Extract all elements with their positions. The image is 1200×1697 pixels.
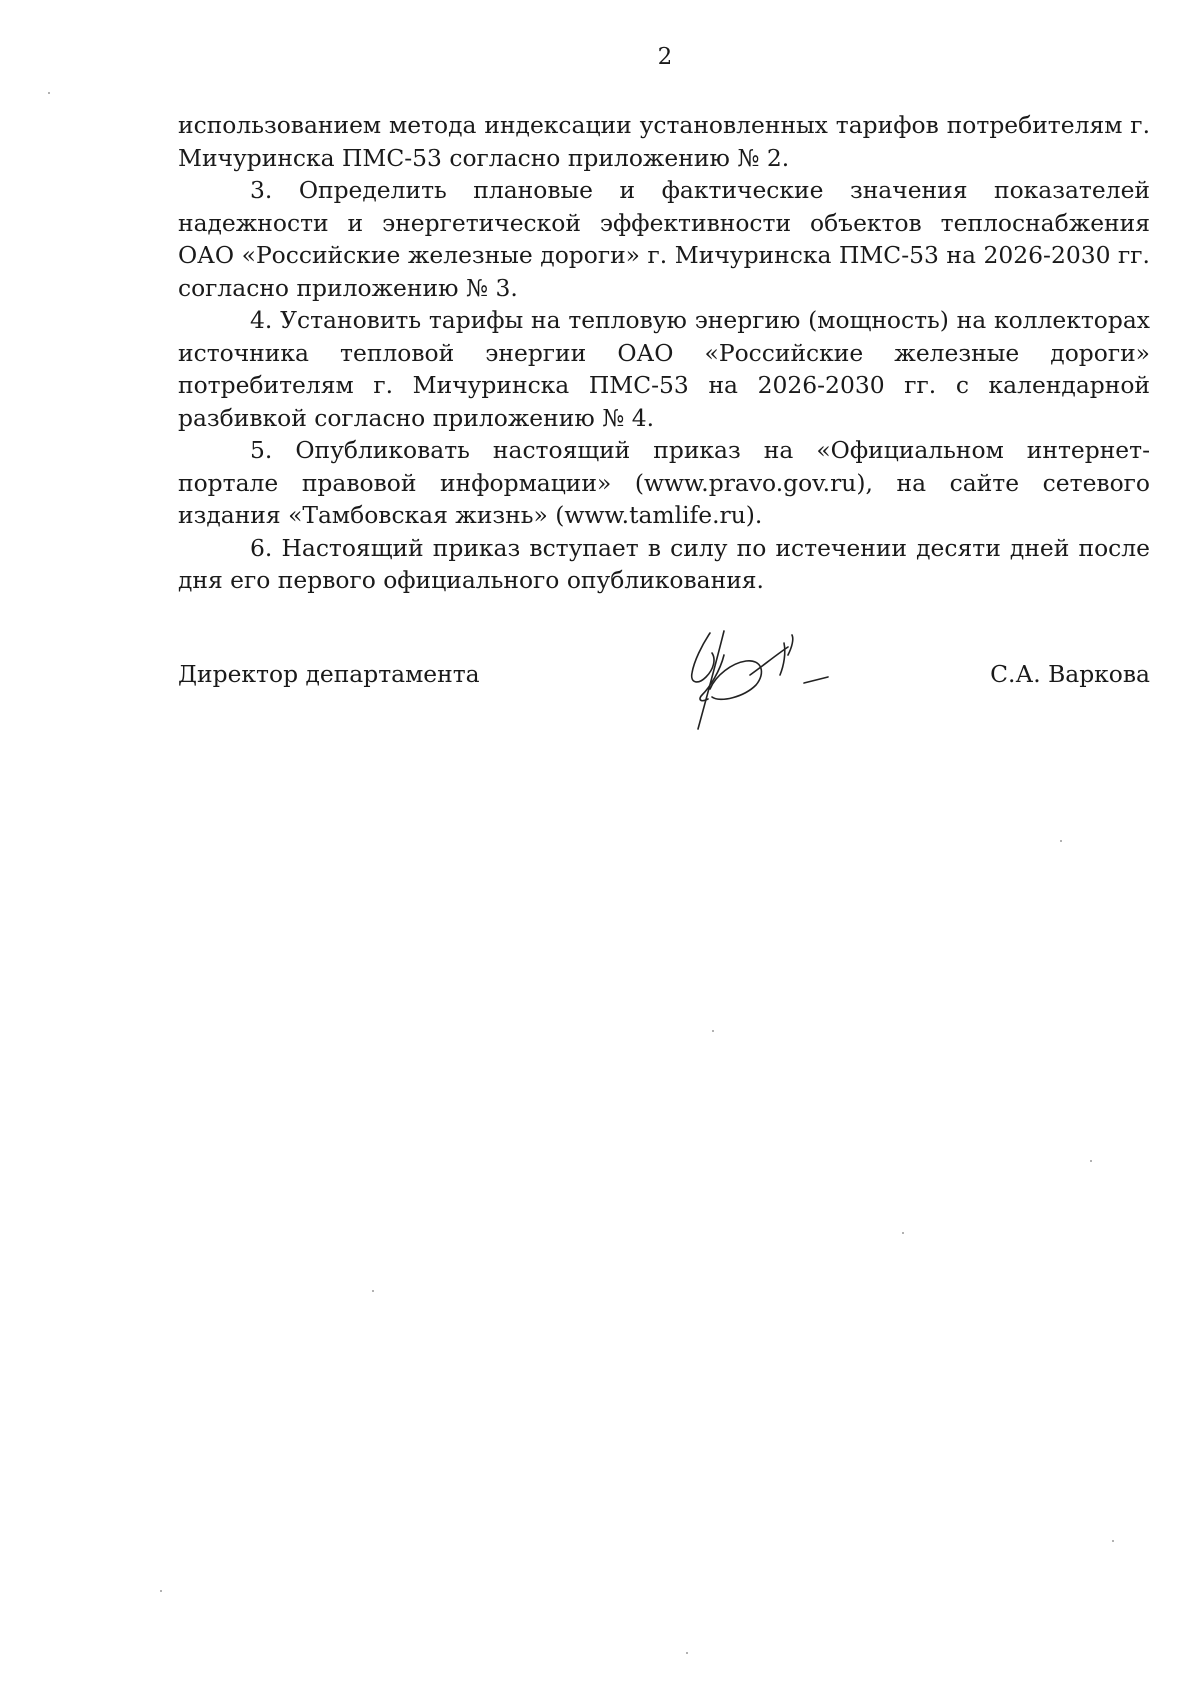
signature-block <box>178 660 1150 700</box>
scan-speck <box>48 92 50 94</box>
scan-speck <box>372 1290 374 1292</box>
paragraph-continuation: использованием метода индексации установленных тарифов потребителям г. Мичуринска ПМС-53 согласно приложению № 2. <box>178 111 1150 172</box>
signatory-position: Директор департамента <box>178 660 480 688</box>
scan-speck <box>160 1590 162 1592</box>
paragraph-item-4: 4. Установить тарифы на тепловую энергию (мощность) на коллекторах источника тепловой энергии ОАО «Российские железные дороги» потребителям г. Мичуринска ПМС-53 на 2026-2030 гг. с календарной разбивкой согласно приложению № 4. <box>178 306 1150 432</box>
scan-speck <box>1112 1540 1114 1542</box>
signatory-name: С.А. Варкова <box>990 660 1150 688</box>
scan-speck <box>1090 1160 1092 1162</box>
page-number: 2 <box>657 44 673 70</box>
handwritten-signature <box>680 625 850 740</box>
paragraph-item-3: 3. Определить плановые и фактические значения показателей надежности и энергетической эффективности объектов теплоснабжения ОАО «Российские железные дороги» г. Мичуринска ПМС-53 на 2026-2030 гг. согласно приложению № 3. <box>178 176 1150 302</box>
paragraph-item-6: 6. Настоящий приказ вступает в силу по истечении десяти дней после дня его первого официального опубликования. <box>178 533 1150 594</box>
scan-speck <box>902 1232 904 1234</box>
document-body <box>178 109 1150 597</box>
scan-speck <box>686 1652 688 1654</box>
scan-speck <box>1060 840 1062 842</box>
paragraph-item-5: 5. Опубликовать настоящий приказ на «Официальном интернет-портале правовой информации» (www.pravo.gov.ru), на сайте сетевого издания «Тамбовская жизнь» (www.tamlife.ru). <box>178 436 1150 529</box>
scan-speck <box>712 1030 714 1032</box>
